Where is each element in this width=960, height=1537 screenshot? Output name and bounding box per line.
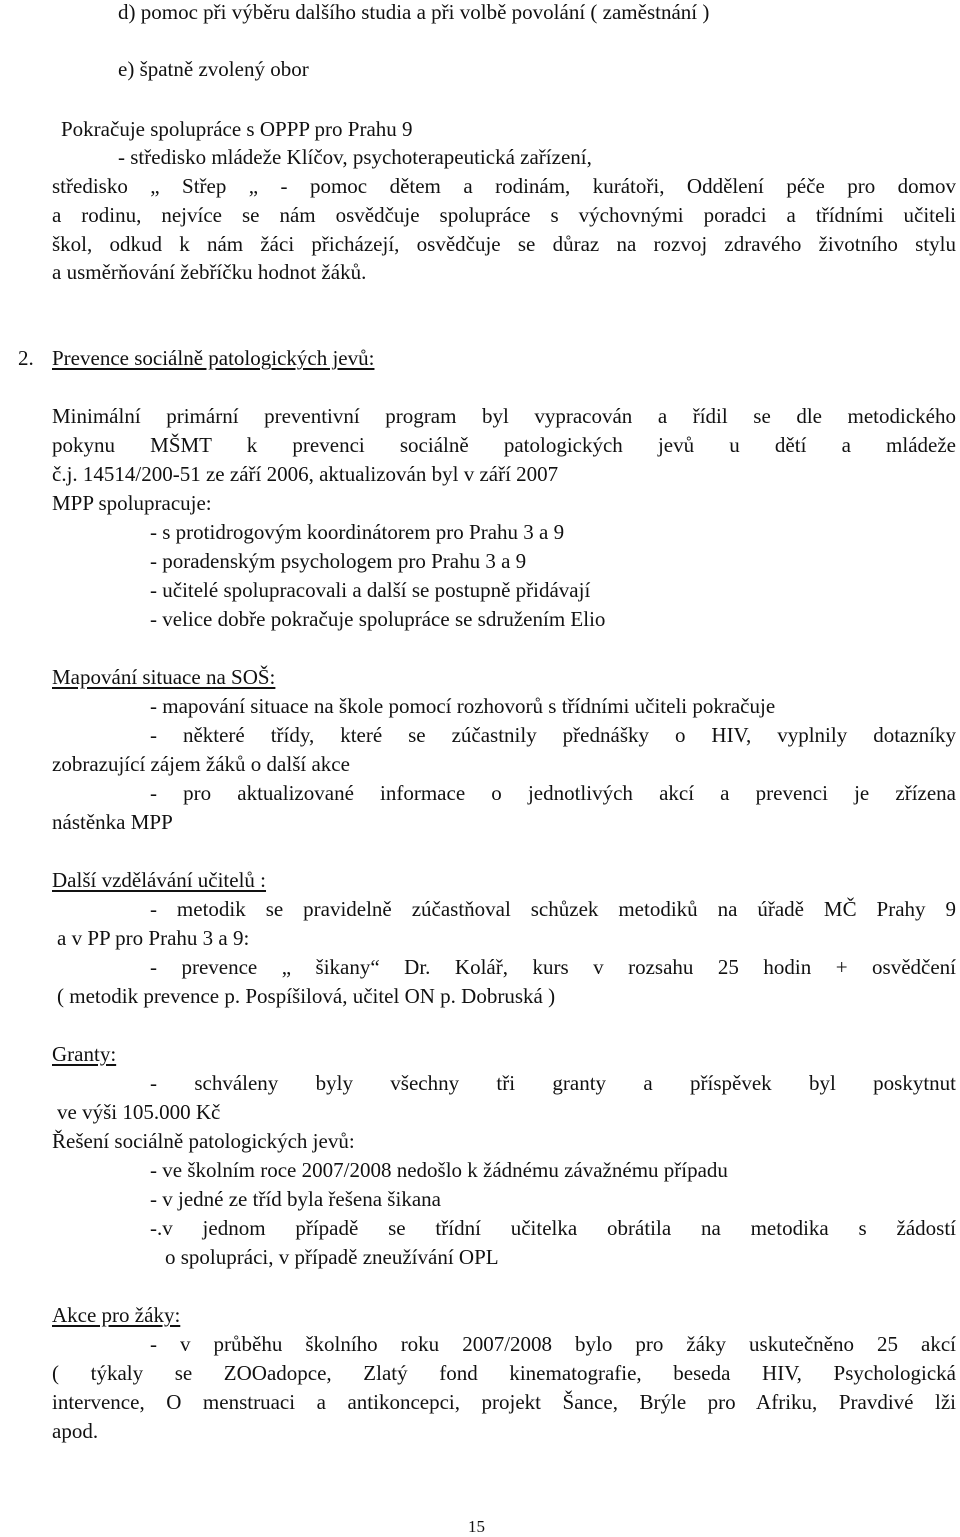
paragraph-line: o spolupráci, v případě zneužívání OPL bbox=[165, 1245, 499, 1269]
list-item: - metodik se pravidelně zúčastňoval schůzek metodiků na úřadě MČ Prahy 9 bbox=[150, 897, 956, 921]
paragraph-line: škol, odkud k nám žáci přicházejí, osvědčuje se důraz na rozvoj zdravého životního stylu bbox=[52, 232, 956, 256]
list-item: - mapování situace na škole pomocí rozhovorů s třídními učiteli pokračuje bbox=[150, 694, 776, 718]
paragraph-line: apod. bbox=[52, 1419, 99, 1443]
list-item: - některé třídy, které se zúčastnily přednášky o HIV, vyplnily dotazníky bbox=[150, 723, 956, 747]
paragraph-line: ve výši 105.000 Kč bbox=[57, 1100, 221, 1124]
page-number: 15 bbox=[468, 1517, 485, 1536]
paragraph-line: intervence, O menstruaci a antikoncepci, projekt Šance, Brýle pro Afriku, Pravdivé lži bbox=[52, 1390, 956, 1414]
list-item: -.v jednom případě se třídní učitelka obrátila na metodika s žádostí bbox=[150, 1216, 956, 1240]
paragraph-line: a usměrňování žebříčku hodnot žáků. bbox=[52, 260, 367, 284]
section-heading: Akce pro žáky: bbox=[52, 1303, 181, 1327]
list-item-e: e) špatně zvolený obor bbox=[118, 57, 309, 81]
section-number: 2. bbox=[18, 346, 34, 370]
list-item: - schváleny byly všechny tři granty a příspěvek byl poskytnut bbox=[150, 1071, 956, 1095]
list-item: - s protidrogovým koordinátorem pro Prahu 3 a 9 bbox=[150, 520, 565, 544]
paragraph-line: a v PP pro Prahu 3 a 9: bbox=[57, 926, 250, 950]
list-item: - učitelé spolupracovali a další se postupně přidávají bbox=[150, 578, 591, 602]
paragraph-line: MPP spolupracuje: bbox=[52, 491, 212, 515]
section-heading: Granty: bbox=[52, 1042, 117, 1066]
paragraph-line: zobrazující zájem žáků o další akce bbox=[52, 752, 350, 776]
list-item: - pro aktualizované informace o jednotlivých akcí a prevenci je zřízena bbox=[150, 781, 956, 805]
paragraph-line: ( týkaly se ZOOadopce, Zlatý fond kinematografie, beseda HIV, Psychologická bbox=[52, 1361, 956, 1385]
paragraph-line: Minimální primární preventivní program byl vypracován a řídil se dle metodického bbox=[52, 404, 956, 428]
list-item: - v jedné ze tříd byla řešena šikana bbox=[150, 1187, 441, 1211]
list-item-d: d) pomoc při výběru dalšího studia a při volbě povolání ( zaměstnání ) bbox=[118, 0, 710, 24]
paragraph-line: pokynu MŠMT k prevenci sociálně patologických jevů u dětí a mládeže bbox=[52, 433, 956, 457]
list-item: - prevence „ šikany“ Dr. Kolář, kurs v rozsahu 25 hodin + osvědčení bbox=[150, 955, 956, 979]
list-item: - ve školním roce 2007/2008 nedošlo k žádnému závažnému případu bbox=[150, 1158, 728, 1182]
paragraph-line: ( metodik prevence p. Pospíšilová, učitel ON p. Dobruská ) bbox=[57, 984, 556, 1008]
section-heading: Prevence sociálně patologických jevů: bbox=[52, 346, 375, 370]
section-heading: Další vzdělávání učitelů : bbox=[52, 868, 267, 892]
list-item: - poradenským psychologem pro Prahu 3 a 9 bbox=[150, 549, 527, 573]
section-heading: Mapování situace na SOŠ: bbox=[52, 665, 276, 689]
paragraph-line: středisko „ Střep „ - pomoc dětem a rodinám, kurátoři, Oddělení péče pro domov bbox=[52, 174, 956, 198]
list-item: - velice dobře pokračuje spolupráce se sdružením Elio bbox=[150, 607, 606, 631]
section-heading: Řešení sociálně patologických jevů: bbox=[52, 1129, 355, 1153]
paragraph-line: nástěnka MPP bbox=[52, 810, 173, 834]
paragraph-line: - středisko mládeže Klíčov, psychoterapeutická zařízení, bbox=[118, 145, 592, 169]
paragraph-line: č.j. 14514/200-51 ze září 2006, aktualizován byl v září 2007 bbox=[52, 462, 559, 486]
paragraph-line: Pokračuje spolupráce s OPPP pro Prahu 9 bbox=[61, 117, 413, 141]
list-item: - v průběhu školního roku 2007/2008 bylo pro žáky uskutečněno 25 akcí bbox=[150, 1332, 956, 1356]
paragraph-line: a rodinu, nejvíce se nám osvědčuje spolupráce s výchovnými poradci a třídními učiteli bbox=[52, 203, 956, 227]
